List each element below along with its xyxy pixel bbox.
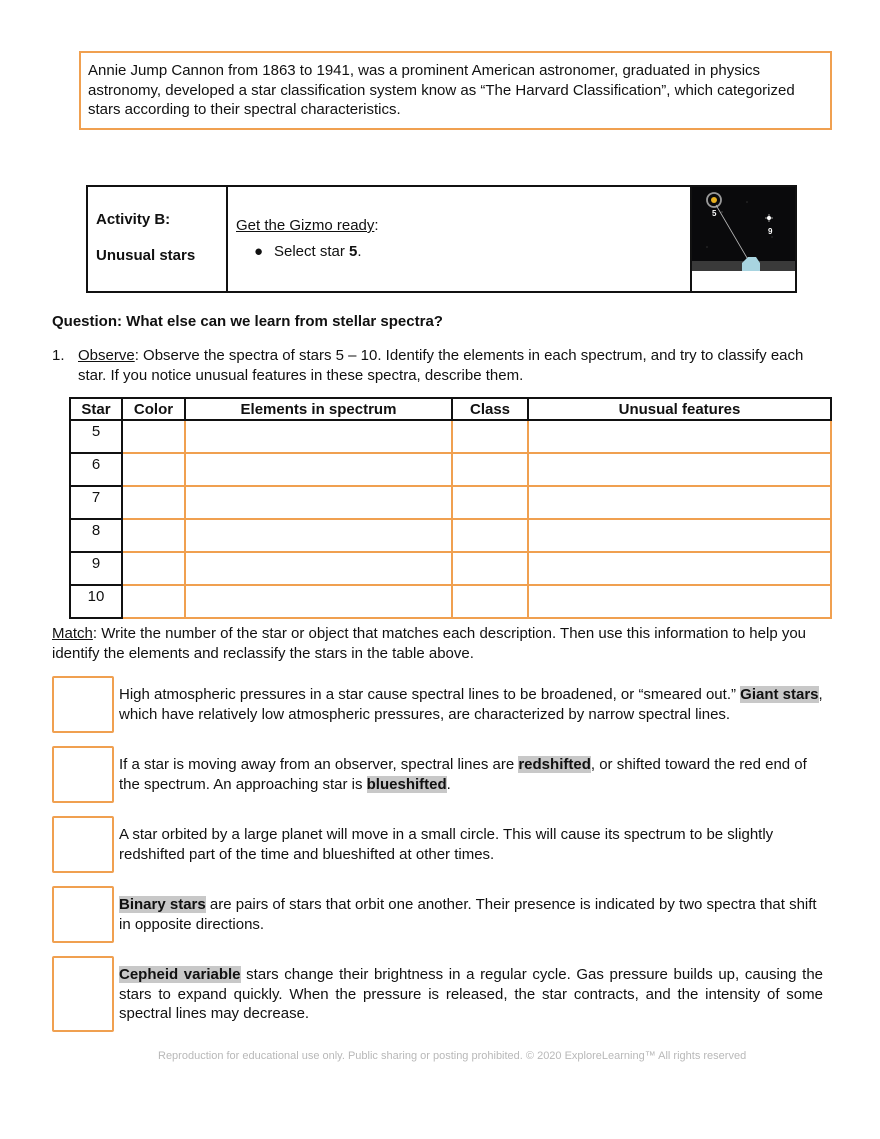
match-answer-box-2[interactable] xyxy=(52,746,114,803)
star-number: 5 xyxy=(70,420,122,453)
elements-cell[interactable] xyxy=(185,453,452,486)
features-cell[interactable] xyxy=(528,519,831,552)
table-row xyxy=(70,552,831,585)
match-answer-box-5[interactable] xyxy=(52,956,114,1032)
color-cell[interactable] xyxy=(122,453,185,486)
elements-cell[interactable] xyxy=(185,486,452,519)
desc-text: are pairs of stars that orbit one another. Their presence is indicated by two spectra that shift in opposite directions. xyxy=(119,896,817,933)
elements-cell[interactable] xyxy=(185,519,452,552)
header-elements: Elements in spectrum xyxy=(185,398,452,420)
observe-number: 1. xyxy=(52,347,65,364)
term-highlight: Binary stars xyxy=(119,896,206,913)
match-description-3 xyxy=(119,825,823,864)
activity-title: Unusual stars xyxy=(96,247,196,264)
match-instruction xyxy=(52,624,832,663)
star-label-5: 5 xyxy=(712,209,717,218)
elements-cell[interactable] xyxy=(185,585,452,618)
gizmo-thumbnail xyxy=(692,187,795,291)
color-cell[interactable] xyxy=(122,552,185,585)
class-cell[interactable] xyxy=(452,420,528,453)
activity-header xyxy=(86,185,797,293)
table-header-row xyxy=(70,398,831,420)
prep-colon: : xyxy=(374,217,379,234)
color-cell[interactable] xyxy=(122,420,185,453)
star-label-9: 9 xyxy=(768,227,773,236)
intro-box xyxy=(79,51,832,130)
header-color: Color xyxy=(122,398,185,420)
features-cell[interactable] xyxy=(528,585,831,618)
star-number: 8 xyxy=(70,519,122,552)
elements-cell[interactable] xyxy=(185,420,452,453)
copyright-footer: Reproduction for educational use only. Public sharing or posting prohibited. © 2020 ExploreLearning™ All rights reserved xyxy=(158,1050,747,1062)
table-row xyxy=(70,420,831,453)
star-number: 6 xyxy=(70,453,122,486)
elements-cell[interactable] xyxy=(185,552,452,585)
class-cell[interactable] xyxy=(452,486,528,519)
bullet-prefix: Select star xyxy=(274,243,350,260)
match-description-2 xyxy=(119,755,823,794)
bullet-icon: ● xyxy=(254,243,264,260)
desc-text: A star orbited by a large planet will move in a small circle. This will cause its spectrum to be slightly redshifted part of the time and blueshifted at other times. xyxy=(119,826,774,863)
observe-text: : Observe the spectra of stars 5 – 10. Identify the elements in each spectrum, and try to classify each star. If you notice unusual features in these spectra, describe them. xyxy=(78,347,804,384)
match-description-4 xyxy=(119,895,823,934)
gizmo-prep-cell xyxy=(228,187,692,291)
table-row xyxy=(70,585,831,618)
table-row xyxy=(70,453,831,486)
match-description-1 xyxy=(119,685,823,724)
class-cell[interactable] xyxy=(452,552,528,585)
desc-text: . xyxy=(446,775,451,793)
activity-title-cell xyxy=(88,187,228,291)
desc-text: stars change their brightness in a regular cycle. Gas pressure builds up, causing the stars to expand quickly. When the pressure is released, the star contracts, and the intensity of some spectral lines may decrease. xyxy=(119,966,823,1022)
match-answer-box-4[interactable] xyxy=(52,886,114,943)
night-sky-image xyxy=(692,187,795,271)
observe-instruction xyxy=(52,346,832,385)
features-cell[interactable] xyxy=(528,453,831,486)
color-cell[interactable] xyxy=(122,585,185,618)
color-cell[interactable] xyxy=(122,519,185,552)
star-number: 10 xyxy=(70,585,122,618)
star-number: 7 xyxy=(70,486,122,519)
observe-label: Observe xyxy=(78,347,135,364)
features-cell[interactable] xyxy=(528,486,831,519)
features-cell[interactable] xyxy=(528,420,831,453)
desc-text: , which have relatively low atmospheric pressures, are characterized by narrow spectral lines. xyxy=(119,686,823,723)
bullet-bold: 5 xyxy=(349,243,358,260)
star-observation-table xyxy=(69,397,832,619)
star-field-icon xyxy=(692,187,795,271)
color-cell[interactable] xyxy=(122,486,185,519)
desc-text: , or shifted toward the red end of the spectrum. An approaching star is xyxy=(119,756,807,793)
header-unusual-features: Unusual features xyxy=(528,398,831,420)
features-cell[interactable] xyxy=(528,552,831,585)
intro-text: Annie Jump Cannon from 1863 to 1941, was a prominent American astronomer, graduated in physics astronomy, developed a star classification system know as “The Harvard Classification”, which categorized stars according to their spectral characteristics. xyxy=(88,62,795,118)
match-text: : Write the number of the star or object that matches each description. Then use this information to help you identify the elements and reclassify the stars in the table above. xyxy=(52,625,807,662)
prep-bullet xyxy=(236,243,690,260)
header-star: Star xyxy=(70,398,122,420)
desc-text: High atmospheric pressures in a star cause spectral lines to be broadened, or “smeared out.” xyxy=(119,686,741,703)
activity-label: Activity B: xyxy=(96,211,171,228)
table-row xyxy=(70,486,831,519)
prep-heading: Get the Gizmo ready xyxy=(236,217,375,234)
term-highlight: Cepheid variable xyxy=(119,966,241,983)
desc-text: If a star is moving away from an observer, spectral lines are xyxy=(119,756,519,773)
bullet-suffix: . xyxy=(357,243,362,260)
table-row xyxy=(70,519,831,552)
header-class: Class xyxy=(452,398,528,420)
class-cell[interactable] xyxy=(452,519,528,552)
match-label: Match xyxy=(52,625,93,642)
term-highlight: Giant stars xyxy=(740,686,819,703)
class-cell[interactable] xyxy=(452,453,528,486)
question-heading: Question: What else can we learn from stellar spectra? xyxy=(52,313,443,330)
term-highlight: redshifted xyxy=(518,756,591,773)
match-answer-box-1[interactable] xyxy=(52,676,114,733)
star-number: 9 xyxy=(70,552,122,585)
match-answer-box-3[interactable] xyxy=(52,816,114,873)
match-description-5 xyxy=(119,965,823,1024)
class-cell[interactable] xyxy=(452,585,528,618)
term-highlight: blueshifted xyxy=(366,775,447,793)
